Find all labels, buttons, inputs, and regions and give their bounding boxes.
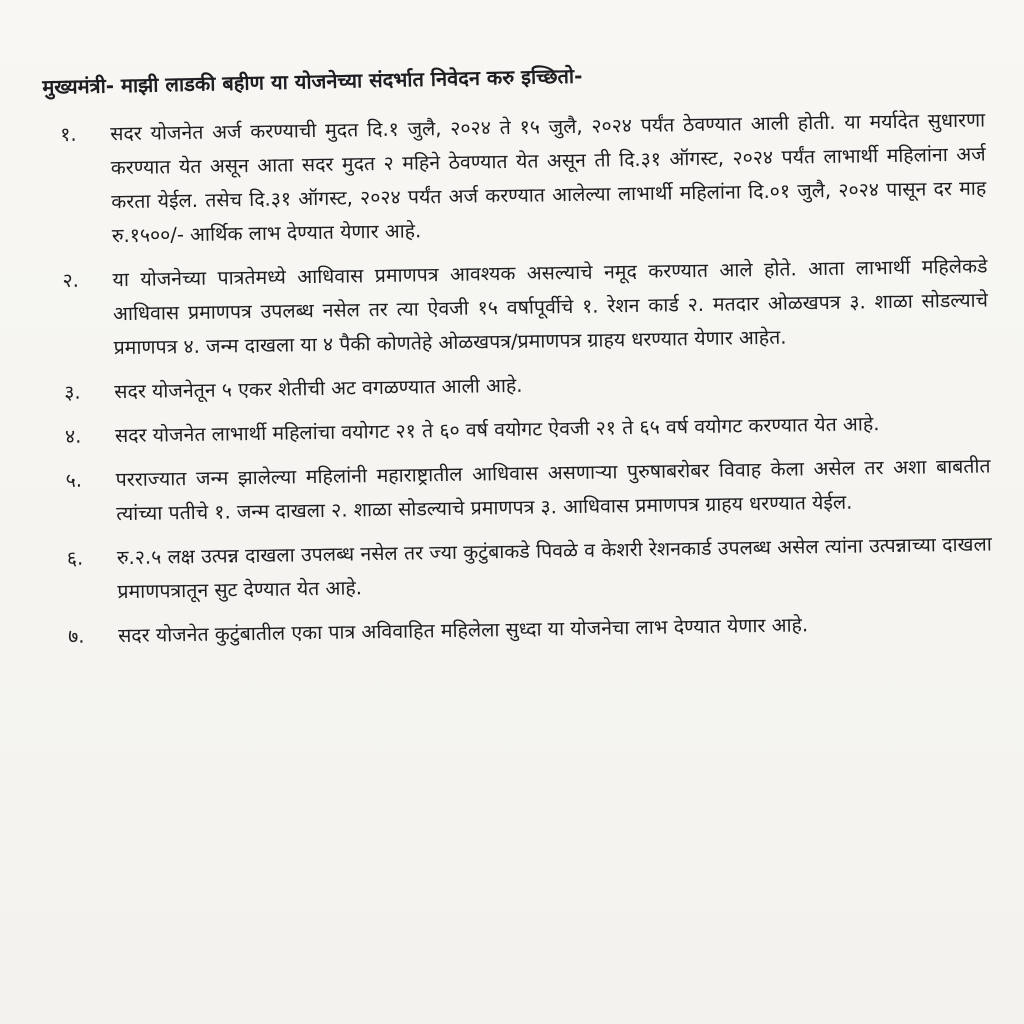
- list-item-5: [65, 449, 991, 532]
- list-item-3: [64, 361, 989, 410]
- item-number: ७.: [67, 624, 85, 648]
- list-item-2: [62, 249, 988, 366]
- item-text: सदर योजनेत कुटुंबातील एका पात्र अविवाहित महिलेला सुध्दा या योजनेचा लाभ देण्यात येणार आहे.: [117, 613, 809, 648]
- document-heading: मुख्यमंत्री- माझी लाडकी बहीण या योजनेच्या संदर्भात निवेदन करु इच्छितो-: [42, 63, 583, 99]
- item-number: २.: [62, 268, 80, 292]
- item-text: या योजनेच्या पात्रतेमध्ये आधिवास प्रमाणपत्र आवश्यक असल्याचे नमूद करण्यात आले होते. आता लाभार्थी महिलेकडे आधिवास प्रमाणपत्र उपलब्ध नसेल तर त्या ऐवजी १५ वर्षापूर्वीचे १. रेशन कार्ड २. मतदार ओळखपत्र ३. शाळा सोडल्याचे प्रमाणपत्र ४. जन्म दाखला या ४ पैकी कोणतेहे ओळखपत्र/प्रमाणपत्र ग्राहय धरण्यात येणार आहेत.: [112, 254, 989, 360]
- item-text: सदर योजनेत अर्ज करण्याची मुदत दि.१ जुलै, २०२४ ते १५ जुलै, २०२४ पर्यंत ठेवण्यात आली होती. या मर्यादेत सुधारणा करण्यात येत असून आता सदर मुदत २ महिने ठेवण्यात येत असून ती दि.३१ ऑगस्ट, २०२४ पर्यंत लाभार्थी महिलांना अर्ज करता येईल. तसेच दि.३१ ऑगस्ट, २०२४ पर्यंत अर्ज करण्यात आलेल्या लाभार्थी महिलांना दि.०१ जुलै, २०२४ पासून दर माह रु.१५००/- आर्थिक लाभ देण्यात येणार आहे.: [110, 108, 987, 248]
- item-text: रु.२.५ लक्ष उत्पन्न दाखला उपलब्ध नसेल तर ज्या कुटुंबाकडे पिवळे व केशरी रेशनकार्ड उपलब्ध असेल त्यांना उत्पन्नाच्या दाखला प्रमाणपत्रातून सुट देण्यात येत आहे.: [116, 532, 992, 604]
- item-number: १.: [60, 122, 77, 146]
- item-text: सदर योजनेत लाभार्थी महिलांचा वयोगट २१ ते ६० वर्ष वयोगट ऐवजी २१ ते ६५ वर्ष वयोगट करण्यात येत आहे.: [114, 412, 880, 448]
- list-item-4: [65, 405, 990, 454]
- numbered-list: [60, 103, 993, 663]
- list-item-6: [67, 527, 993, 610]
- list-item-7: [68, 605, 993, 654]
- item-number: ५.: [65, 468, 83, 492]
- item-text: सदर योजनेतून ५ एकर शेतीची अट वगळण्यात आली आहे.: [114, 373, 523, 404]
- list-item-1: [60, 103, 987, 254]
- item-number: ३.: [64, 380, 81, 404]
- item-number: ६.: [66, 546, 84, 570]
- item-text: परराज्यात जन्म झालेल्या महिलांनी महाराष्ट्रातील आधिवास असणाऱ्या पुरुषाबरोबर विवाह केला असेल तर अशा बाबतीत त्यांच्या पतीचे १. जन्म दाखला २. शाळा सोडल्याचे प्रमाणपत्र ३. आधिवास प्रमाणपत्र ग्राहय धरण्यात येईल.: [115, 454, 991, 526]
- item-number: ४.: [64, 424, 82, 448]
